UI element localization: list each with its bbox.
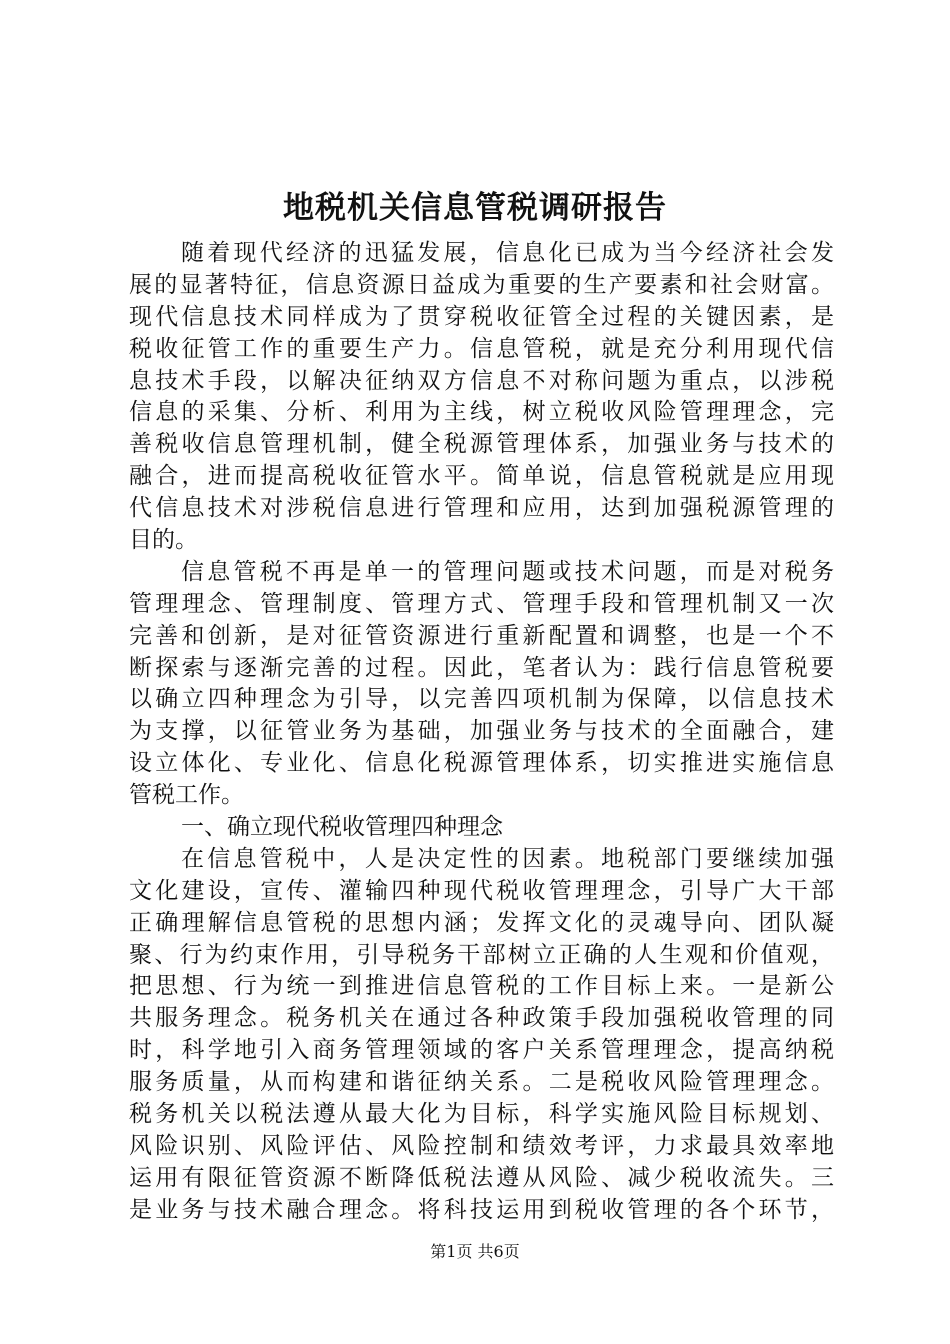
text-line: 管理理念、管理制度、管理方式、管理手段和管理机制又一次 — [129, 590, 834, 617]
text-line: 随着现代经济的迅猛发展，信息化已成为当今经济社会发 — [181, 240, 834, 266]
text-line: 税收征管工作的重要生产力。信息管税，就是充分利用现代信 — [129, 335, 834, 362]
text-line: 文化建设，宣传、灌输四种现代税收管理理念，引导广大干部 — [129, 877, 834, 904]
text-line: 目的。 — [129, 527, 198, 554]
document-body — [129, 238, 834, 1227]
text-line: 善税收信息管理机制，健全税源管理体系，加强业务与技术的 — [129, 431, 834, 458]
text-line: 在信息管税中，人是决定性的因素。地税部门要继续加强 — [181, 845, 834, 872]
text-line: 为支撑，以征管业务为基础，加强业务与技术的全面融合，建 — [129, 718, 834, 745]
document-title: 地税机关信息管税调研报告 — [283, 190, 667, 226]
text-line: 完善和创新，是对征管资源进行重新配置和调整，也是一个不 — [129, 622, 834, 649]
text-line: 时，科学地引入商务管理领域的客户关系管理理念，提高纳税 — [129, 1037, 834, 1064]
text-line: 正确理解信息管税的思想内涵；发挥文化的灵魂导向、团队凝 — [129, 909, 834, 936]
text-line: 以确立四种理念为引导，以完善四项机制为保障，以信息技术 — [129, 686, 834, 713]
text-line: 代信息技术对涉税信息进行管理和应用，达到加强税源管理的 — [129, 495, 834, 522]
text-line: 设立体化、专业化、信息化税源管理体系，切实推进实施信息 — [129, 750, 834, 777]
text-line: 风险识别、风险评估、风险控制和绩效考评，力求最具效率地 — [129, 1132, 834, 1159]
text-line: 共服务理念。税务机关在通过各种政策手段加强税收管理的同 — [129, 1005, 834, 1032]
text-line: 运用有限征管资源不断降低税法遵从风险、减少税收流失。三 — [129, 1164, 834, 1191]
text-line: 展的显著特征，信息资源日益成为重要的生产要素和社会财富。 — [129, 271, 834, 298]
text-line: 聚、行为约束作用，引导税务干部树立正确的人生观和价值观， — [129, 941, 834, 968]
text-line: 税务机关以税法遵从最大化为目标，科学实施风险目标规划、 — [129, 1101, 834, 1128]
text-line: 一、确立现代税收管理四种理念 — [181, 814, 503, 841]
text-line: 管税工作。 — [129, 782, 244, 809]
text-line: 断探索与逐渐完善的过程。因此，笔者认为：践行信息管税要 — [129, 654, 834, 681]
text-line: 息技术手段，以解决征纳双方信息不对称问题为重点，以涉税 — [129, 367, 834, 394]
text-line: 现代信息技术同样成为了贯穿税收征管全过程的关键因素，是 — [129, 303, 834, 330]
page-number: 第1页 共6页 — [430, 1242, 520, 1261]
text-line: 是业务与技术融合理念。将科技运用到税收管理的各个环节， — [129, 1196, 834, 1223]
text-line: 信息的采集、分析、利用为主线，树立税收风险管理理念，完 — [129, 399, 834, 426]
text-line: 把思想、行为统一到推进信息管税的工作目标上来。一是新公 — [129, 973, 834, 1000]
text-line: 信息管税不再是单一的管理问题或技术问题，而是对税务 — [181, 558, 834, 585]
text-line: 服务质量，从而构建和谐征纳关系。二是税收风险管理理念。 — [129, 1069, 834, 1096]
text-line: 融合，进而提高税收征管水平。简单说，信息管税就是应用现 — [129, 463, 834, 490]
